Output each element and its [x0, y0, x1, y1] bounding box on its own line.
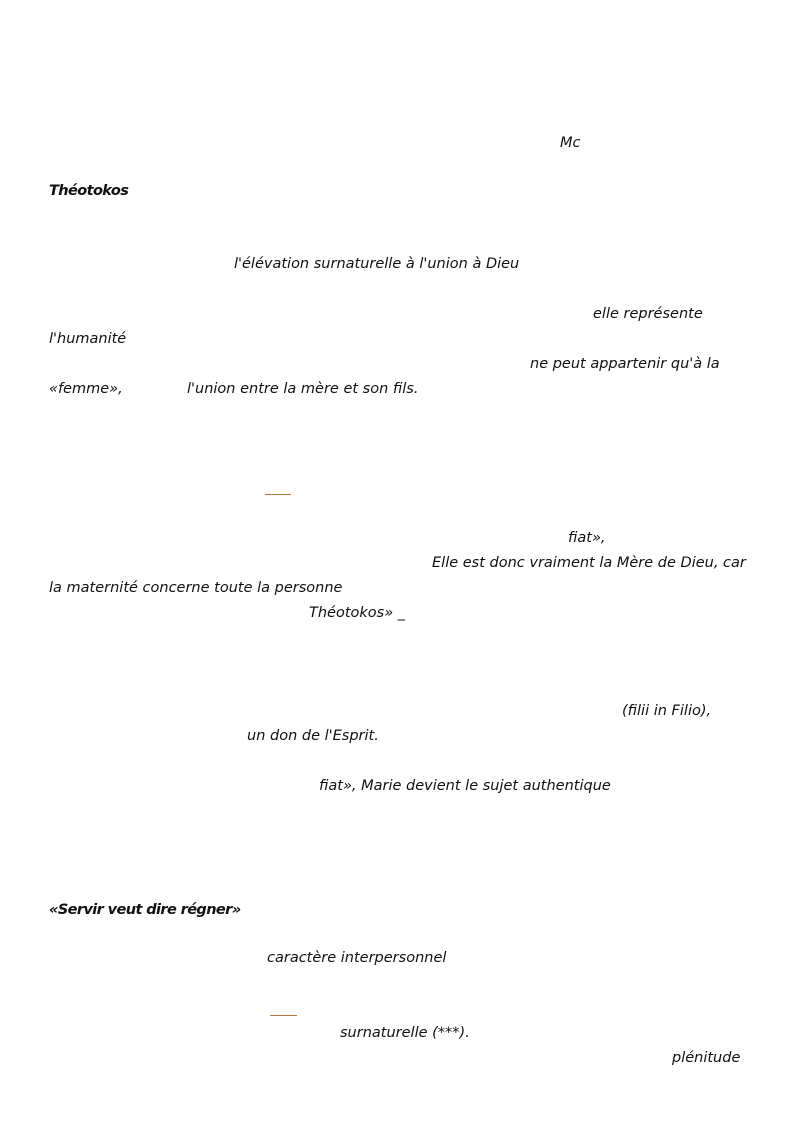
text-fragment-don-esprit: un don de l'Esprit.	[247, 728, 379, 744]
text-fragment-union-mere-fils: l'union entre la mère et son fils.	[187, 381, 419, 397]
text-fragment-elle-est-donc: Elle est donc vraiment la Mère de Dieu, car	[432, 555, 746, 571]
text-fragment-mc: Mc	[560, 135, 581, 151]
text-fragment-plenitude: plénitude	[672, 1050, 741, 1066]
footnote-link-rule-2	[270, 1015, 297, 1016]
text-fragment-filii: (filii in Filio),	[622, 703, 712, 719]
text-fragment-caractere: caractère interpersonnel	[267, 950, 447, 966]
heading-theotokos: Théotokos	[49, 183, 129, 199]
heading-servir: «Servir veut dire régner»	[49, 902, 241, 918]
text-fragment-elevation: l'élévation surnaturelle à l'union à Dieu	[234, 256, 520, 272]
text-fragment-fiat-2: fiat», Marie devient le sujet authentique	[319, 778, 611, 794]
text-fragment-femme: «femme»,	[49, 381, 123, 397]
text-fragment-humanite: l'humanité	[49, 331, 127, 347]
text-fragment-ne-peut: ne peut appartenir qu'à la	[530, 356, 720, 372]
text-fragment-theotokos-quote: Théotokos» _	[309, 605, 406, 621]
footnote-link-rule	[265, 494, 291, 495]
text-fragment-maternite: la maternité concerne toute la personne	[49, 580, 343, 596]
text-fragment-surnaturelle: surnaturelle (***).	[340, 1025, 470, 1041]
text-fragment-elle-represente: elle représente	[593, 306, 703, 322]
text-fragment-fiat-1: fiat»,	[568, 530, 606, 546]
